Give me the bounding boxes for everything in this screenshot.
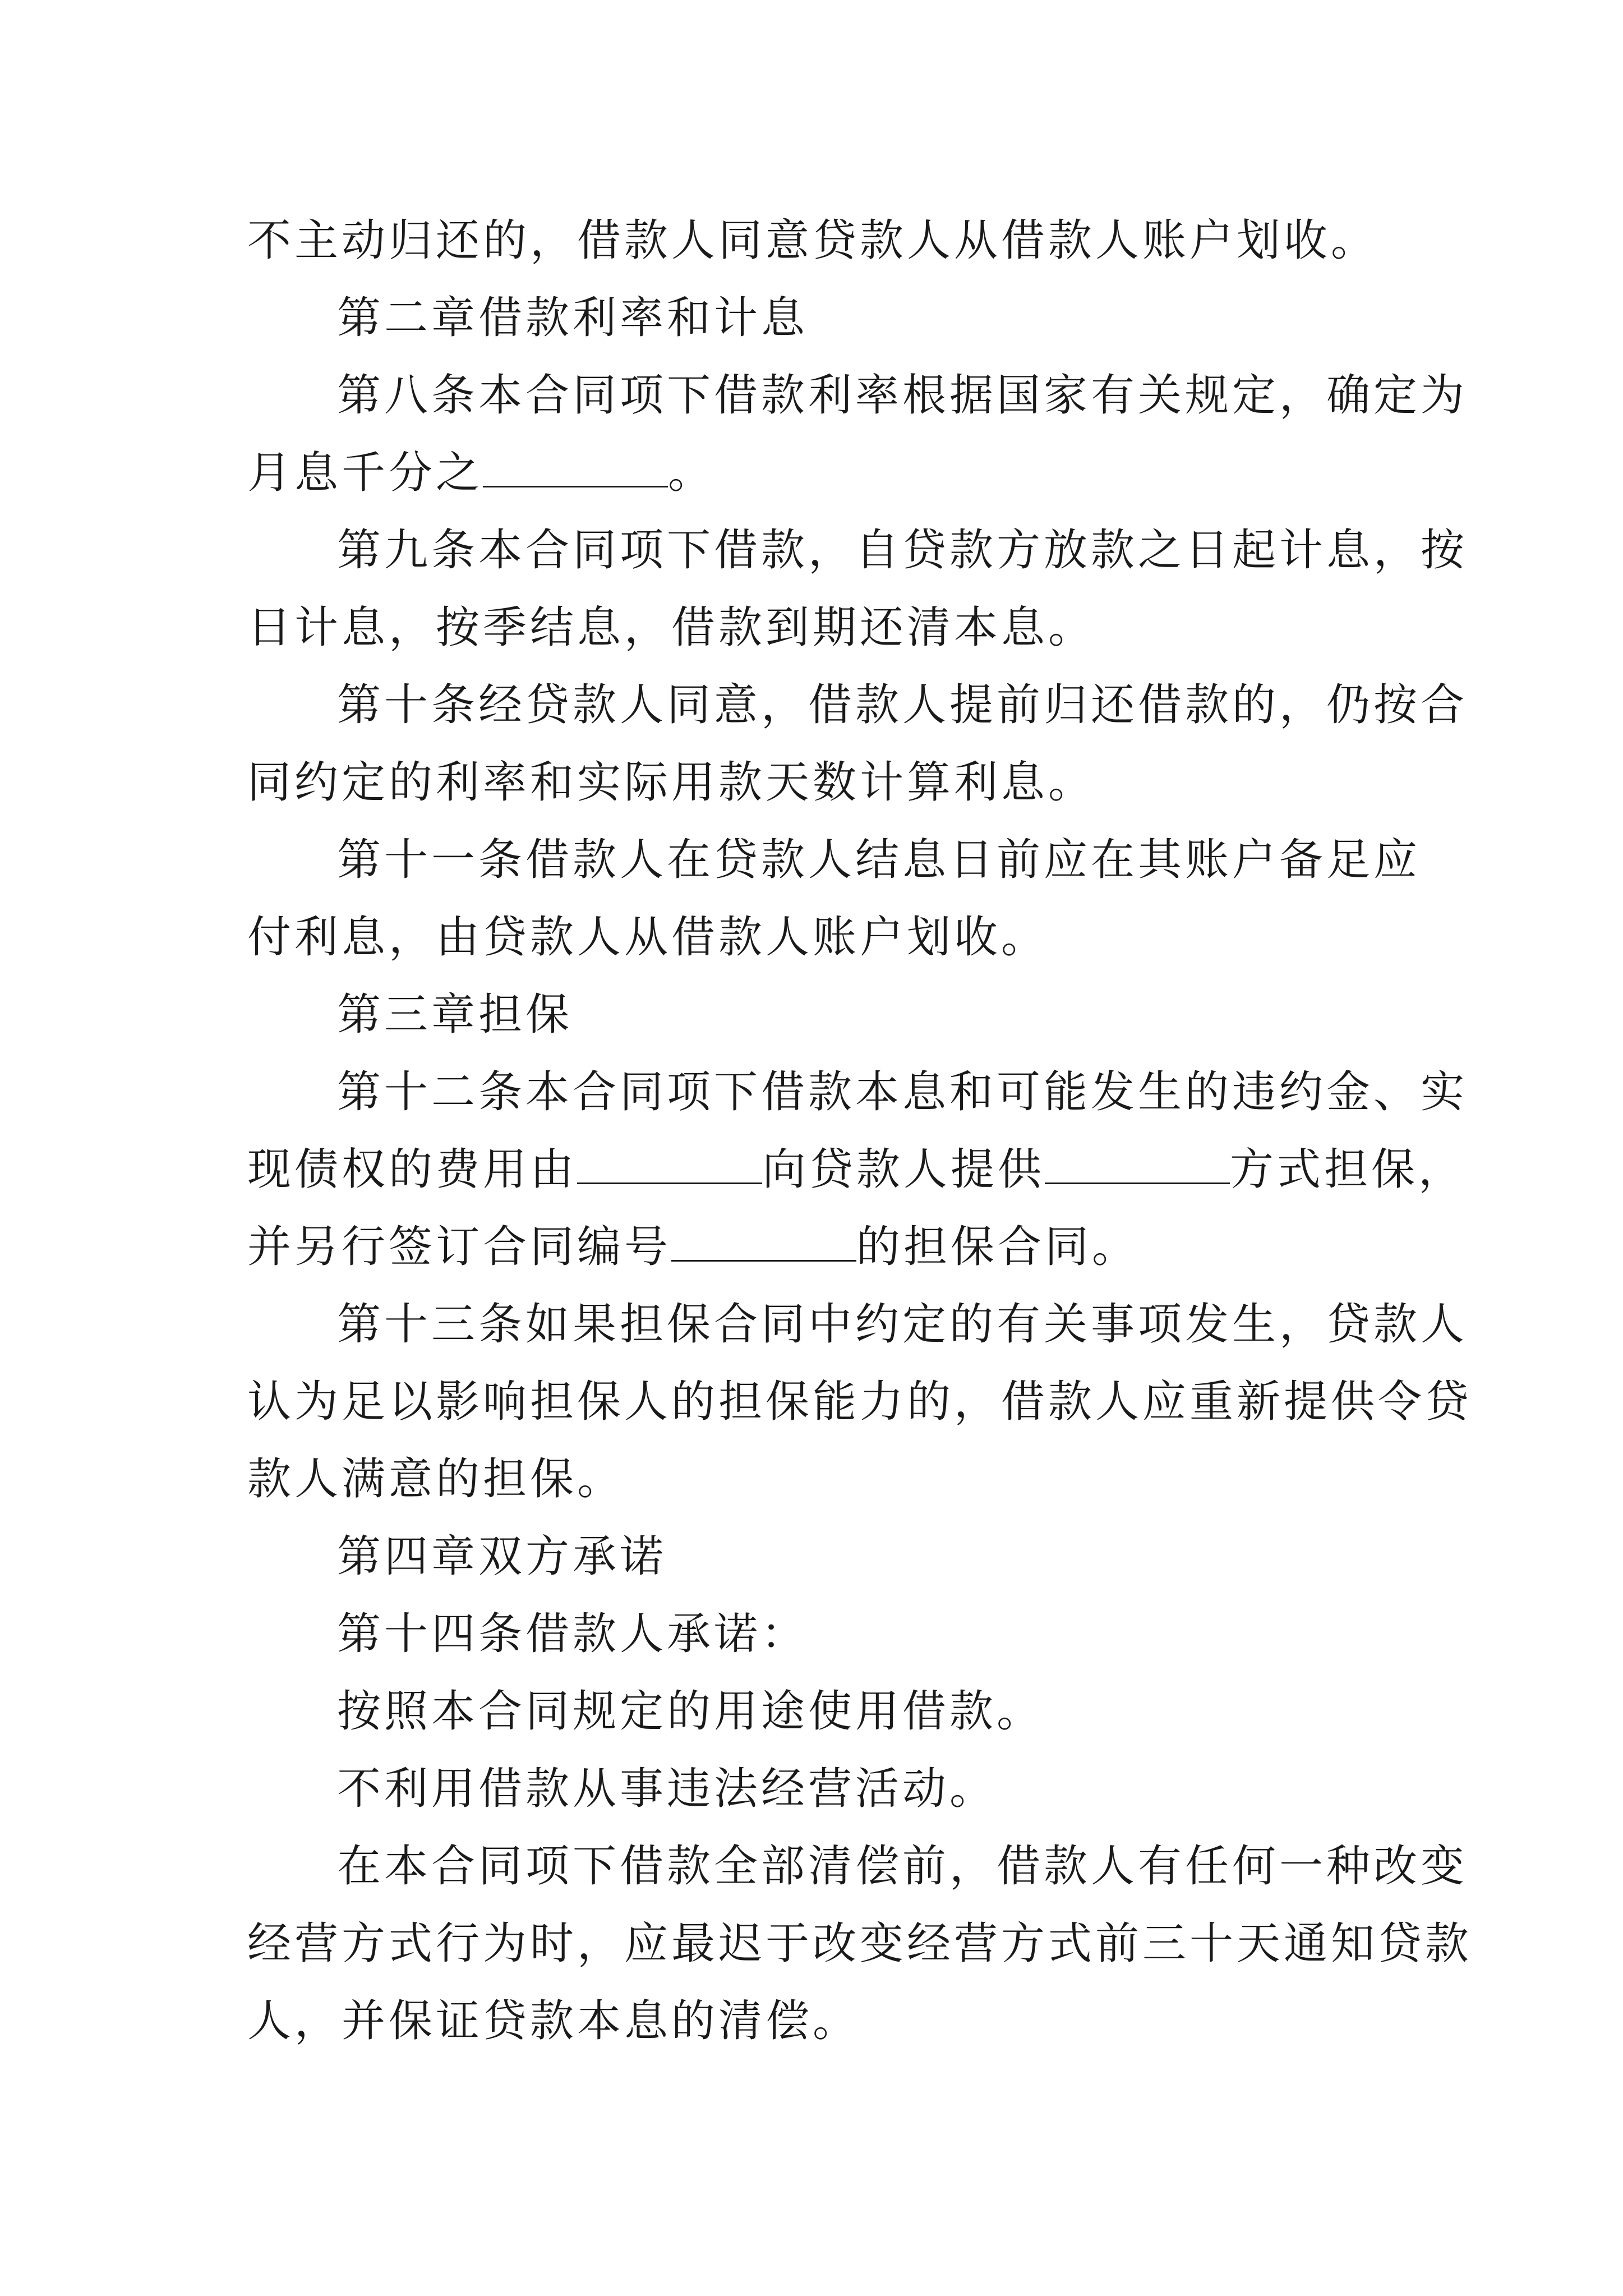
text-line: 日计息，按季结息，借款到期还清本息。 — [247, 602, 1096, 653]
text-line: 人，并保证贷款本息的清偿。 — [247, 1996, 860, 2046]
text-line — [247, 1208, 1391, 1286]
fill-in-blank — [671, 1224, 856, 1262]
text-segment: 的担保合同。 — [856, 1222, 1140, 1272]
text-segment: 并另行签订合同编号 — [247, 1222, 672, 1272]
text-line: 付利息，由贷款人从借款人账户划收。 — [247, 912, 1049, 963]
text-segment: 。 — [668, 448, 716, 498]
text-segment: 现债权的费用由 — [247, 1144, 578, 1195]
fill-in-blank — [577, 1147, 762, 1184]
text-line: 第十三条如果担保合同中约定的有关事项发生，贷款人 — [337, 1299, 1468, 1350]
text-line: 第九条本合同项下借款，自贷款方放款之日起计息，按 — [337, 525, 1468, 576]
text-line: 第十二条本合同项下借款本息和可能发生的违约金、实 — [337, 1067, 1468, 1117]
document-page — [247, 202, 1473, 2060]
text-line: 第十四条借款人承诺： — [337, 1609, 809, 1659]
text-line: 第十一条借款人在贷款人结息日前应在其账户备足应 — [337, 835, 1421, 885]
text-line: 不主动归还的，借款人同意贷款人从借款人账户划收。 — [247, 215, 1378, 266]
text-line — [247, 434, 1391, 512]
text-line: 第八条本合同项下借款利率根据国家有关规定，确定为 — [337, 370, 1468, 421]
text-line: 第十条经贷款人同意，借款人提前归还借款的，仍按合 — [337, 680, 1468, 730]
text-line: 不利用借款从事违法经营活动。 — [337, 1764, 997, 1814]
text-line: 在本合同项下借款全部清偿前，借款人有任何一种改变 — [337, 1841, 1468, 1892]
text-segment: 方式担保， — [1230, 1144, 1466, 1195]
fill-in-blank — [1045, 1147, 1230, 1184]
text-segment: 向贷款人提供 — [762, 1144, 1045, 1195]
chapter-heading: 第四章双方承诺 — [337, 1531, 667, 1582]
chapter-heading: 第三章担保 — [337, 990, 573, 1040]
text-line: 认为足以影响担保人的担保能力的，借款人应重新提供令贷 — [247, 1377, 1473, 1427]
text-line: 按照本合同规定的用途使用借款。 — [337, 1686, 1044, 1737]
text-segment: 月息千分之 — [247, 448, 483, 498]
text-line: 款人满意的担保。 — [247, 1454, 625, 1504]
text-line: 同约定的利率和实际用款天数计算利息。 — [247, 757, 1096, 808]
chapter-heading: 第二章借款利率和计息 — [337, 293, 809, 343]
fill-in-blank — [483, 450, 668, 487]
text-line: 经营方式行为时，应最迟于改变经营方式前三十天通知贷款 — [247, 1918, 1473, 1969]
text-line — [247, 1131, 1466, 1208]
